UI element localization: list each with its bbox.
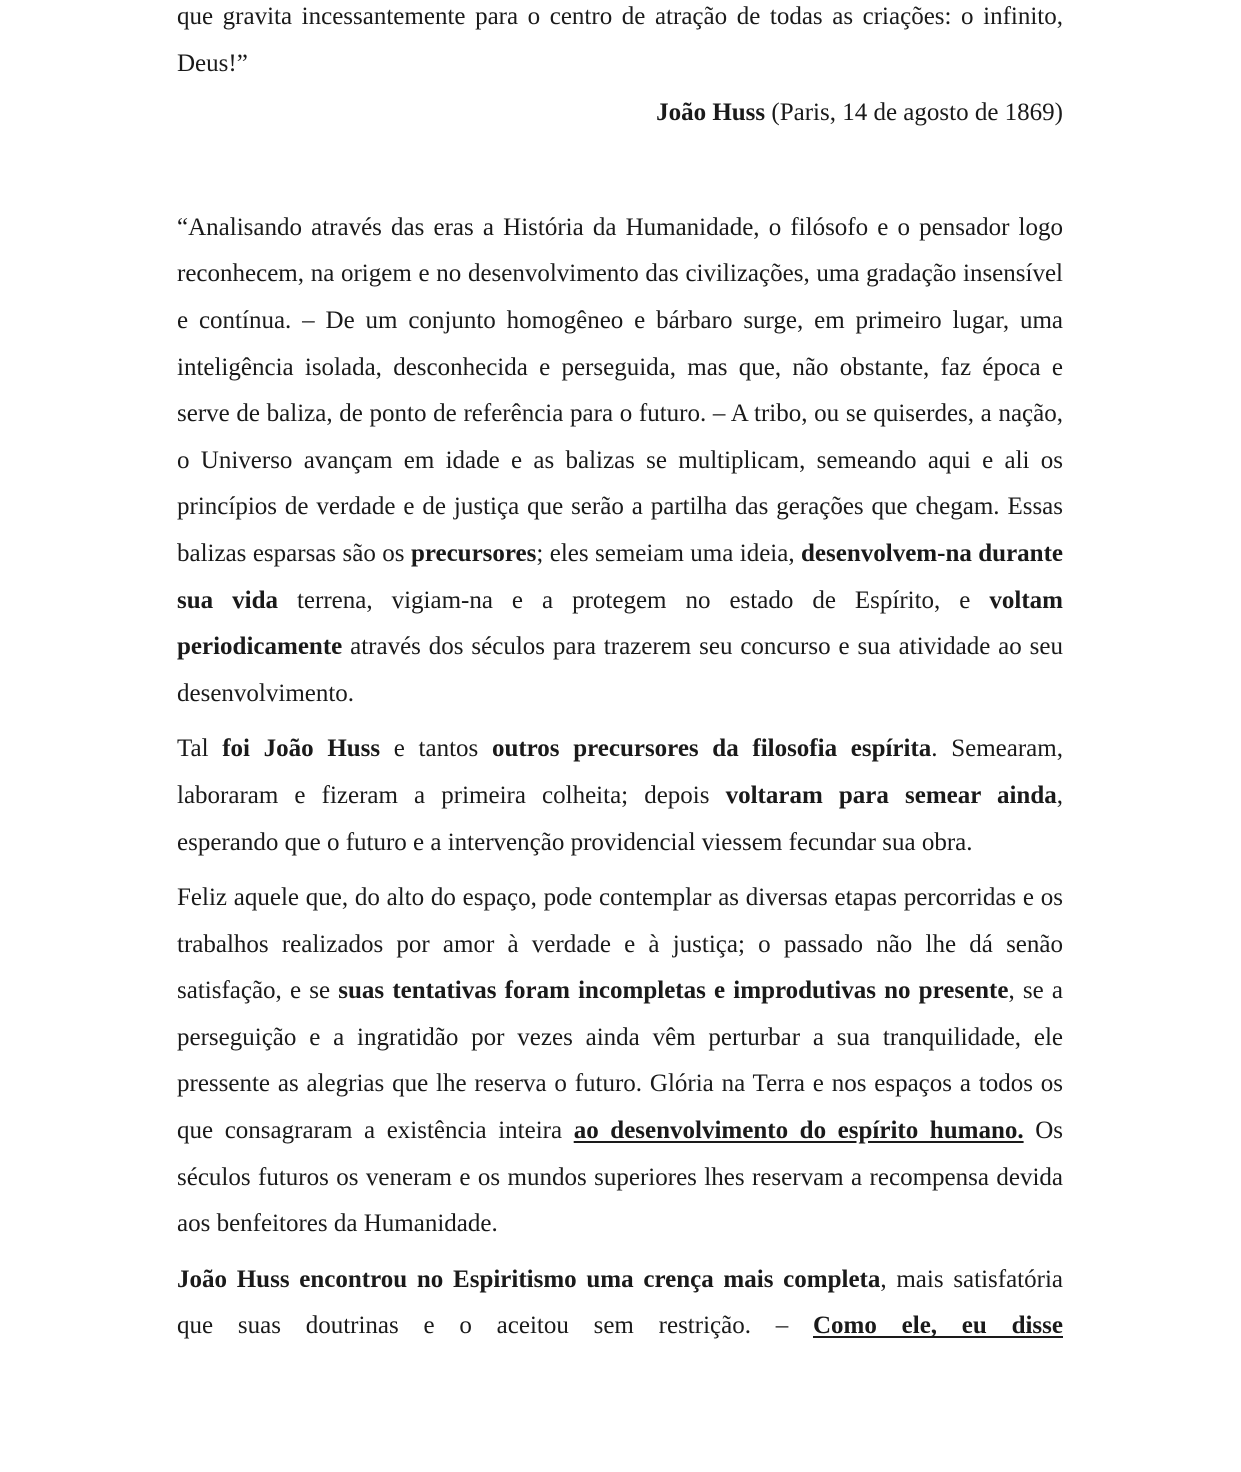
text-run: , esperando que o futuro e a intervenção providencial viessem fecundar sua obra. — [177, 781, 1063, 856]
bold-run: precursores — [410, 539, 537, 567]
text-run: ; eles semeiam uma ideia, — [536, 539, 802, 567]
page-content — [177, 0, 1063, 1350]
bold-underlined-run: Como ele, eu disse — [813, 1312, 1063, 1340]
bold-underlined-run: ao desenvolvimento do espírito humano. — [573, 1117, 1024, 1145]
text-run: que gravita incessantemente para o centro de atração de todas as criações: o infinito, Deus!” — [177, 3, 1063, 77]
text-run: Os séculos futuros os veneram e os mundos superiores lhes reservam a recompensa devida aos benfeitores da Humanidade. — [177, 1117, 1063, 1238]
text-run: através dos séculos para trazerem seu concurso e sua atividade ao seu desenvolvimento. — [177, 633, 1063, 707]
bold-run: outros precursores da filosofia espírita — [491, 735, 932, 763]
text-run: Feliz aquele que, do alto do espaço, pode contemplar as diversas etapas percorridas e os trabalhos realizados por amor à verdade e à justiça; o passado não lhe dá senão satisfação, e se — [177, 884, 1063, 1005]
paragraph-history — [177, 205, 1063, 718]
signature-place-date: (Paris, 14 de agosto de 1869) — [765, 99, 1063, 127]
paragraph-intro-end — [177, 0, 1063, 87]
paragraph-happy — [177, 875, 1063, 1248]
bold-run: voltam periodicamente — [177, 586, 1063, 661]
bold-run: suas tentativas foram incompletas e improdutivas no presente — [338, 977, 1009, 1005]
text-run: . Semearam, laboraram e fizeram a primeira colheita; depois — [177, 735, 1063, 809]
bold-run: desenvolvem-na durante sua vida — [177, 539, 1064, 614]
paragraph-precursors — [177, 726, 1063, 866]
bold-run: voltaram para semear ainda — [725, 781, 1057, 809]
text-run: e tantos — [380, 735, 492, 763]
bold-run: foi João Huss — [222, 735, 381, 763]
text-run: , mais satisfatória que suas doutrinas e o aceitou sem restrição. – — [177, 1265, 1063, 1340]
text-run: , se a perseguição e a ingratidão por vezes ainda vêm perturbar a sua tranquilidade, ele pressente as alegrias que lhe reserva o futuro. Glória na Terra e nos espaços a todos os que consagraram a existência inteira — [177, 977, 1064, 1145]
text-run: Tal — [177, 735, 223, 763]
paragraph-spiritism — [177, 1257, 1063, 1350]
signature-name: João Huss — [656, 99, 766, 127]
signature-line — [177, 90, 1063, 137]
bold-run: João Huss encontrou no Espiritismo uma crença mais completa — [177, 1265, 881, 1293]
text-run: terrena, vigiam-na e a protegem no estado de Espírito, e — [277, 586, 990, 614]
text-run: “Analisando através das eras a História da Humanidade, o filósofo e o pensador logo reconhecem, na origem e no desenvolvimento das civilizações, uma gradação insensível e contínua. – De um conjunto homogêneo e bárbaro surge, em primeiro lugar, uma inteligência isolada, desconhecida e perseguida, mas que, não obstante, faz época e serve de baliza, de ponto de referência para o futuro. – A tribo, ou se quiserdes, a nação, o Universo avançam em idade e as balizas se multiplicam, semeando aqui e ali os princípios de verdade e de justiça que serão a partilha das gerações que chegam. Essas balizas esparsas são os — [177, 213, 1063, 567]
